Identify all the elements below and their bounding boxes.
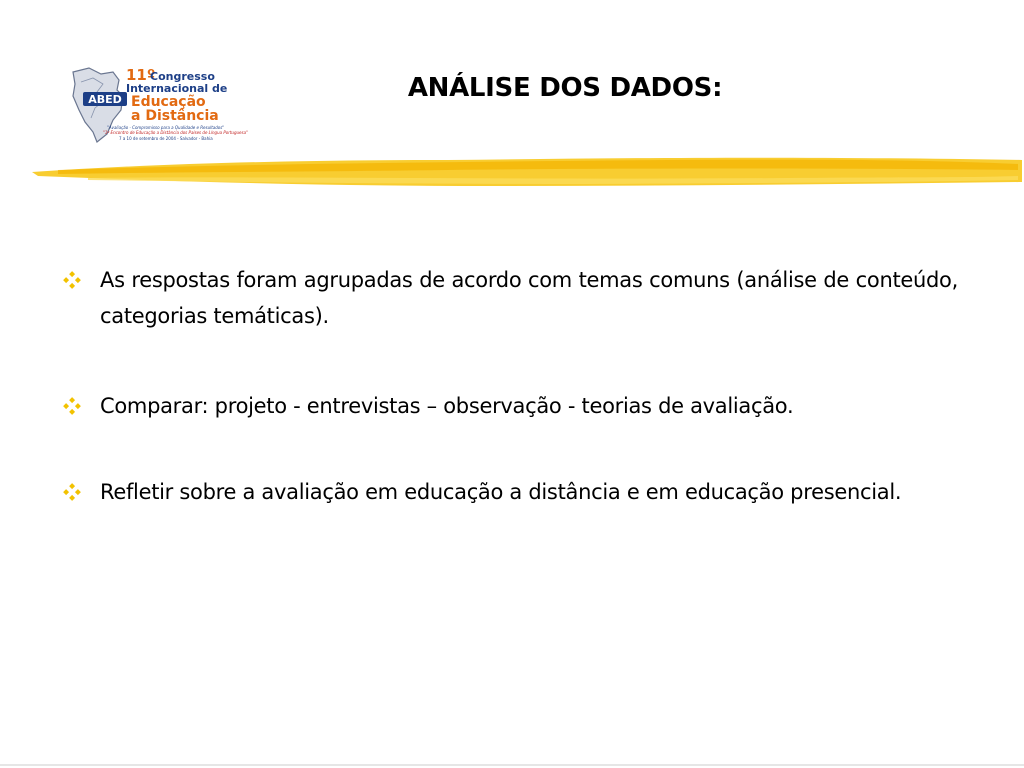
slide-title: ANÁLISE DOS DADOS: (407, 73, 723, 103)
brush-stroke-divider (28, 146, 1024, 192)
logo-edition: 11º (126, 66, 156, 84)
bullet-item (64, 474, 958, 510)
bullet-item (64, 388, 958, 424)
logo-dates: 7 a 10 de setembro de 2004 - Salvador - Bahia (119, 136, 213, 141)
logo-international: Internacional de (126, 82, 228, 95)
logo-theme: "Avaliação - Compromisso para a Qualidade e Resultados" (107, 125, 225, 130)
bullet-list (64, 262, 958, 510)
bullet-text: Comparar: projeto - entrevistas – observação - teorias de avaliação. (100, 394, 794, 418)
logo-congress: Congresso (150, 70, 215, 83)
bottom-rule (0, 764, 1024, 766)
logo-education: Educação (131, 94, 206, 110)
logo-meeting: "1º Encontro de Educação a Distância dos Países de Língua Portuguesa" (103, 130, 248, 135)
diamond-quad-bullet-icon (64, 484, 80, 500)
logo-distance: a Distância (131, 108, 219, 124)
bullet-item (64, 262, 958, 334)
diamond-quad-bullet-icon (64, 272, 80, 288)
congress-logo (67, 66, 248, 146)
diamond-quad-bullet-icon (64, 398, 80, 414)
bullet-text: Refletir sobre a avaliação em educação a distância e em educação presencial. (100, 480, 902, 504)
logo-badge: ABED (88, 93, 122, 106)
bullet-text: As respostas foram agrupadas de acordo com temas comuns (análise de conteúdo, categorias temáticas). (100, 268, 958, 328)
